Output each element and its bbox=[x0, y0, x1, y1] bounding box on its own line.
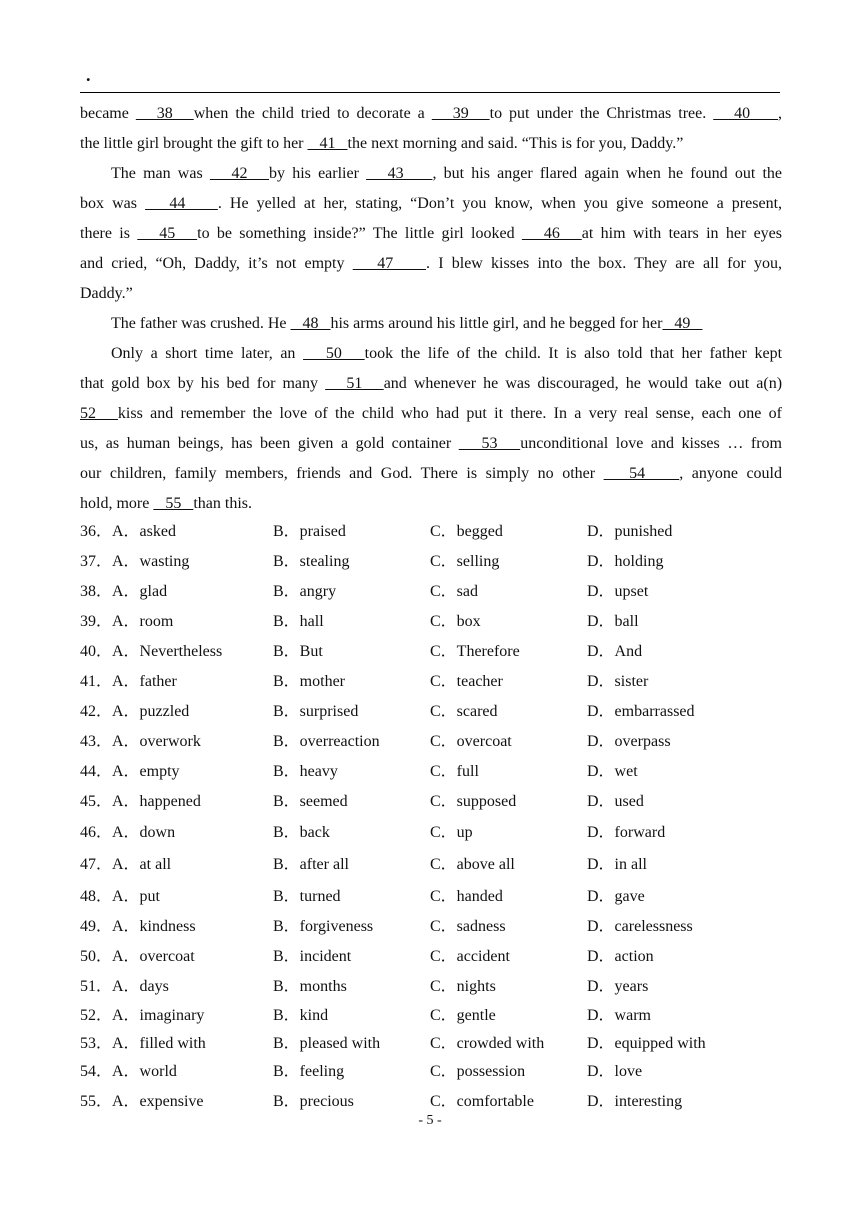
question-row bbox=[80, 882, 780, 912]
question-row bbox=[80, 1029, 780, 1059]
option-b: B．kind bbox=[273, 1007, 329, 1024]
option-a: A．asked bbox=[112, 523, 176, 540]
question-number: 38． bbox=[80, 583, 113, 600]
passage-text: the next morning and said. “This is for you, Daddy.” bbox=[347, 135, 684, 152]
question-number: 47． bbox=[80, 856, 113, 873]
question-row bbox=[80, 972, 780, 1002]
option-d: D．forward bbox=[587, 824, 666, 841]
option-a: A．happened bbox=[112, 793, 201, 810]
passage-text: took the life of the child. It is also told that her father kept bbox=[364, 345, 783, 362]
passage-text: that gold box by his bed for many bbox=[80, 375, 326, 392]
passage-text: . I blew kisses into the box. They are all for you, bbox=[426, 255, 783, 272]
option-b: B．praised bbox=[273, 523, 346, 540]
option-d: D．interesting bbox=[587, 1093, 683, 1110]
option-d: D．And bbox=[587, 643, 643, 660]
option-a: A．overcoat bbox=[112, 948, 195, 965]
question-number: 41． bbox=[80, 673, 113, 690]
passage-line bbox=[80, 189, 782, 219]
passage-text: . He yelled at her, stating, “Don’t you know, when you give someone a present, bbox=[217, 195, 783, 212]
question-row bbox=[80, 547, 780, 577]
option-a: A．father bbox=[112, 673, 177, 690]
passage-line bbox=[80, 279, 782, 309]
header-marker: . bbox=[86, 65, 91, 85]
option-b: B．overreaction bbox=[273, 733, 380, 750]
option-a: A．room bbox=[112, 613, 174, 630]
blank-number: 45 bbox=[137, 225, 198, 242]
passage-text: and whenever he was discouraged, he would take out a(n) bbox=[383, 375, 783, 392]
question-number: 46． bbox=[80, 824, 113, 841]
passage-text: us, as human beings, has been given a gold container bbox=[80, 435, 459, 452]
option-c: C．possession bbox=[430, 1063, 526, 1080]
passage-text: at him with tears in her eyes bbox=[581, 225, 783, 242]
question-number: 36． bbox=[80, 523, 113, 540]
option-b: B．seemed bbox=[273, 793, 348, 810]
option-b: B．hall bbox=[273, 613, 324, 630]
option-c: C．Therefore bbox=[430, 643, 520, 660]
question-number: 54． bbox=[80, 1063, 113, 1080]
option-c: C．sad bbox=[430, 583, 479, 600]
blank-number: 55 bbox=[153, 495, 194, 512]
question-number: 40． bbox=[80, 643, 113, 660]
passage-text: , anyone could bbox=[679, 465, 783, 482]
option-a: A．imaginary bbox=[112, 1007, 205, 1024]
option-a: A．empty bbox=[112, 763, 180, 780]
blank-number: 39 bbox=[431, 105, 490, 122]
option-d: D．upset bbox=[587, 583, 649, 600]
passage-text: there is bbox=[80, 225, 138, 242]
option-d: D．used bbox=[587, 793, 644, 810]
option-b: B．feeling bbox=[273, 1063, 345, 1080]
passage-line bbox=[80, 99, 782, 129]
option-a: A．overwork bbox=[112, 733, 201, 750]
blank-number: 51 bbox=[325, 375, 384, 392]
passage-text: than this. bbox=[193, 495, 252, 512]
option-a: A．filled with bbox=[112, 1035, 206, 1052]
passage-line bbox=[80, 399, 782, 429]
blank-number: 50 bbox=[303, 345, 365, 362]
question-number: 43． bbox=[80, 733, 113, 750]
option-d: D．gave bbox=[587, 888, 645, 905]
option-c: C．handed bbox=[430, 888, 503, 905]
passage-line bbox=[80, 429, 782, 459]
option-b: B．But bbox=[273, 643, 323, 660]
question-row bbox=[80, 577, 780, 607]
blank-number: 38 bbox=[135, 105, 194, 122]
option-d: D．overpass bbox=[587, 733, 671, 750]
passage-text: , but his anger flared again when he found out the bbox=[432, 165, 783, 182]
passage-text: and cried, “Oh, Daddy, it’s not empty bbox=[80, 255, 353, 272]
option-a: A．at all bbox=[112, 856, 172, 873]
option-a: A．glad bbox=[112, 583, 168, 600]
passage-text: , bbox=[778, 105, 783, 122]
option-b: B．heavy bbox=[273, 763, 338, 780]
option-a: A．expensive bbox=[112, 1093, 204, 1110]
option-d: D．ball bbox=[587, 613, 639, 630]
blank-number: 49 bbox=[662, 315, 703, 332]
option-c: C．up bbox=[430, 824, 473, 841]
option-c: C．selling bbox=[430, 553, 500, 570]
option-d: D．in all bbox=[587, 856, 647, 873]
option-c: C．full bbox=[430, 763, 479, 780]
question-row bbox=[80, 517, 780, 547]
option-d: D．embarrassed bbox=[587, 703, 695, 720]
option-a: A．kindness bbox=[112, 918, 196, 935]
option-d: D．years bbox=[587, 978, 649, 995]
option-c: C．comfortable bbox=[430, 1093, 534, 1110]
question-number: 55． bbox=[80, 1093, 113, 1110]
option-a: A．down bbox=[112, 824, 176, 841]
passage-text: to put under the Christmas tree. bbox=[489, 105, 714, 122]
question-number: 53． bbox=[80, 1035, 113, 1052]
option-c: C．supposed bbox=[430, 793, 517, 810]
question-row bbox=[80, 850, 780, 880]
option-c: C．nights bbox=[430, 978, 496, 995]
option-b: B．precious bbox=[273, 1093, 354, 1110]
question-row bbox=[80, 637, 780, 667]
blank-number: 47 bbox=[352, 255, 427, 272]
option-a: A．world bbox=[112, 1063, 177, 1080]
blank-number: 43 bbox=[366, 165, 433, 182]
passage-line bbox=[80, 369, 782, 399]
option-b: B．back bbox=[273, 824, 330, 841]
blank-number: 48 bbox=[290, 315, 331, 332]
page-number: - 5 - bbox=[418, 1113, 442, 1128]
option-d: D．carelessness bbox=[587, 918, 693, 935]
passage-text: hold, more bbox=[80, 495, 154, 512]
option-b: B．surprised bbox=[273, 703, 359, 720]
question-row bbox=[80, 697, 780, 727]
option-d: D．holding bbox=[587, 553, 664, 570]
question-number: 52． bbox=[80, 1007, 113, 1024]
passage-text: became bbox=[80, 105, 136, 122]
option-d: D．sister bbox=[587, 673, 649, 690]
question-row bbox=[80, 667, 780, 697]
question-number: 44． bbox=[80, 763, 113, 780]
passage-text: Only a short time later, an bbox=[111, 345, 304, 362]
option-c: C．begged bbox=[430, 523, 503, 540]
question-row bbox=[80, 912, 780, 942]
passage-line bbox=[80, 159, 782, 189]
option-d: D．action bbox=[587, 948, 654, 965]
option-d: D．punished bbox=[587, 523, 673, 540]
blank-number: 44 bbox=[145, 195, 218, 212]
option-d: D．equipped with bbox=[587, 1035, 706, 1052]
option-b: B．mother bbox=[273, 673, 345, 690]
option-c: C．overcoat bbox=[430, 733, 512, 750]
option-b: B．stealing bbox=[273, 553, 350, 570]
option-c: C．teacher bbox=[430, 673, 503, 690]
option-b: B．after all bbox=[273, 856, 349, 873]
option-b: B．forgiveness bbox=[273, 918, 374, 935]
option-b: B．angry bbox=[273, 583, 337, 600]
blank-number: 42 bbox=[209, 165, 270, 182]
option-d: D．warm bbox=[587, 1007, 651, 1024]
passage-text: his arms around his little girl, and he begged for her bbox=[330, 315, 663, 332]
option-c: C．above all bbox=[430, 856, 515, 873]
question-number: 37． bbox=[80, 553, 113, 570]
option-c: C．scared bbox=[430, 703, 498, 720]
option-c: C．gentle bbox=[430, 1007, 496, 1024]
question-row bbox=[80, 787, 780, 817]
cloze-passage bbox=[80, 99, 782, 519]
passage-text: The man was bbox=[111, 165, 210, 182]
blank-number: 52 bbox=[80, 405, 118, 422]
passage-text: unconditional love and kisses … from bbox=[520, 435, 783, 452]
option-b: B．months bbox=[273, 978, 347, 995]
passage-text: Daddy.” bbox=[80, 285, 133, 302]
question-row bbox=[80, 757, 780, 787]
option-a: A．put bbox=[112, 888, 161, 905]
question-row bbox=[80, 607, 780, 637]
passage-line bbox=[80, 249, 782, 279]
option-a: A．Nevertheless bbox=[112, 643, 223, 660]
question-number: 50． bbox=[80, 948, 113, 965]
blank-number: 41 bbox=[307, 135, 348, 152]
passage-text: to be something inside?” The little girl looked bbox=[197, 225, 522, 242]
question-row bbox=[80, 1001, 780, 1031]
option-c: C．accident bbox=[430, 948, 510, 965]
passage-text: kiss and remember the love of the child who had put it there. In a very real sense, each one of bbox=[117, 405, 783, 422]
question-number: 51． bbox=[80, 978, 113, 995]
question-row bbox=[80, 1057, 780, 1087]
option-b: B．pleased with bbox=[273, 1035, 381, 1052]
passage-line bbox=[80, 219, 782, 249]
blank-number: 54 bbox=[603, 465, 680, 482]
blank-number: 40 bbox=[713, 105, 779, 122]
passage-line bbox=[80, 459, 782, 489]
passage-line bbox=[80, 339, 782, 369]
option-b: B．turned bbox=[273, 888, 341, 905]
option-c: C．sadness bbox=[430, 918, 506, 935]
question-number: 45． bbox=[80, 793, 113, 810]
question-number: 48． bbox=[80, 888, 113, 905]
question-row bbox=[80, 818, 780, 848]
option-a: A．wasting bbox=[112, 553, 190, 570]
passage-text: our children, family members, friends and God. There is simply no other bbox=[80, 465, 604, 482]
question-row bbox=[80, 942, 780, 972]
passage-text: box was bbox=[80, 195, 146, 212]
option-d: D．wet bbox=[587, 763, 638, 780]
option-c: C．crowded with bbox=[430, 1035, 545, 1052]
option-a: A．puzzled bbox=[112, 703, 190, 720]
question-row bbox=[80, 727, 780, 757]
passage-text: The father was crushed. He bbox=[111, 315, 291, 332]
option-c: C．box bbox=[430, 613, 481, 630]
question-number: 49． bbox=[80, 918, 113, 935]
question-number: 39． bbox=[80, 613, 113, 630]
passage-text: by his earlier bbox=[269, 165, 367, 182]
passage-text: when the child tried to decorate a bbox=[193, 105, 432, 122]
passage-line bbox=[80, 309, 782, 339]
option-a: A．days bbox=[112, 978, 169, 995]
header-rule bbox=[80, 92, 780, 93]
passage-line bbox=[80, 489, 782, 519]
blank-number: 53 bbox=[458, 435, 521, 452]
option-b: B．incident bbox=[273, 948, 352, 965]
passage-line bbox=[80, 129, 782, 159]
passage-text: the little girl brought the gift to her bbox=[80, 135, 308, 152]
blank-number: 46 bbox=[521, 225, 582, 242]
option-d: D．love bbox=[587, 1063, 643, 1080]
question-number: 42． bbox=[80, 703, 113, 720]
